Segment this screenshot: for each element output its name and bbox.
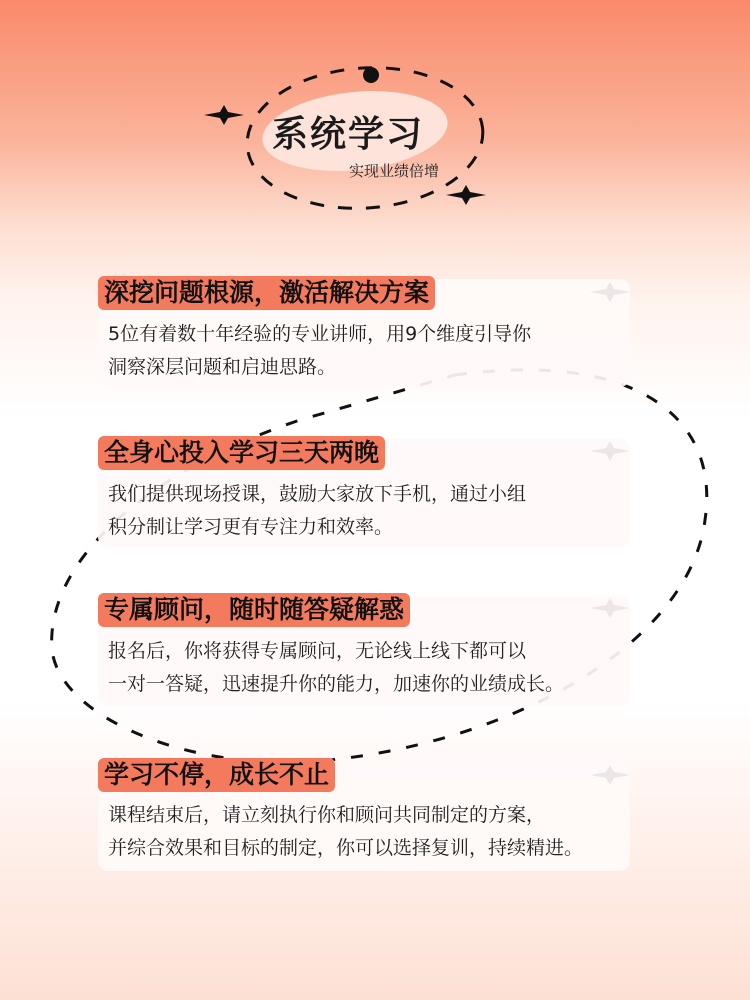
section-body-line: 积分制让学习更有专注力和效率。 <box>108 516 394 538</box>
section-heading: 深挖问题根源，激活解决方案 <box>98 276 435 310</box>
section-body <box>108 478 526 544</box>
section-body-line: 报名后，你将获得专属顾问，无论线上线下都可以 <box>108 640 527 662</box>
sparkle-icon <box>204 105 244 125</box>
section-body <box>108 318 531 384</box>
page-title: 系统学习 <box>272 114 425 155</box>
section-body <box>108 799 583 865</box>
section-body-line: 一对一答疑，迅速提升你的能力，加速你的业绩成长。 <box>108 673 565 695</box>
section-body-line: 我们提供现场授课，鼓励大家放下手机，通过小组 <box>108 483 527 505</box>
section-body <box>108 635 564 701</box>
section-body-line: 并综合效果和目标的制定，你可以选择复训，持续精进。 <box>108 837 584 859</box>
sparkle-icon <box>446 185 486 205</box>
section-body-line: 课程结束后，请立刻执行你和顾问共同制定的方案， <box>108 804 546 826</box>
section-body-line: 洞察深层问题和启迪思路。 <box>108 356 337 378</box>
title-dot-icon <box>363 67 379 83</box>
section-body-line: 5位有着数十年经验的专业讲师，用9个维度引导你 <box>108 323 532 345</box>
page-subtitle: 实现业绩倍增 <box>349 162 440 180</box>
section-heading: 专属顾问，随时随答疑解惑 <box>98 593 410 627</box>
section-heading: 全身心投入学习三天两晚 <box>98 436 385 470</box>
section-heading: 学习不停，成长不止 <box>98 758 335 792</box>
